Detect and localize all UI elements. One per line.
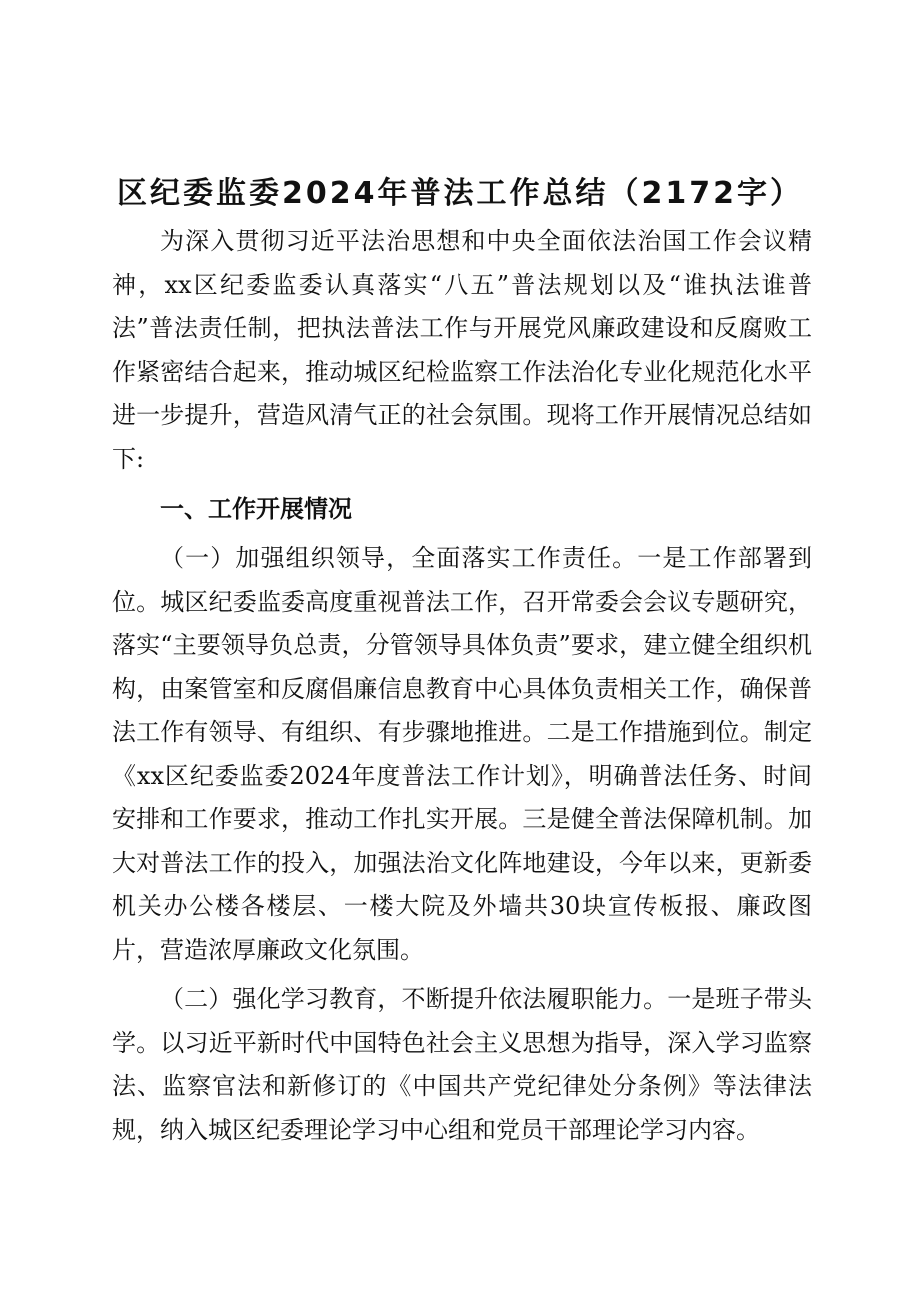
document-body [112, 220, 812, 1152]
subsection-paragraph-1: （一）加强组织领导，全面落实工作责任。一是工作部署到位。城区纪委监委高度重视普法工作，召开常委会会议专题研究，落实“主要领导负总责，分管领导具体负责”要求，建立健全组织机构，由案管室和反腐倡廉信息教育中心具体负责相关工作，确保普法工作有领导、有组织、有步骤地推进。二是工作措施到位。制定《xx区纪委监委2024年度普法工作计划》，明确普法任务、时间安排和工作要求，推动工作扎实开展。三是健全普法保障机制。加大对普法工作的投入，加强法治文化阵地建设，今年以来，更新委机关办公楼各楼层、一楼大院及外墙共30块宣传板报、廉政图片，营造浓厚廉政文化氛围。 [112, 544, 812, 964]
section-heading: 一、工作开展情况 [160, 495, 352, 523]
subsection-paragraph-2: （二）强化学习教育，不断提升依法履职能力。一是班子带头学。以习近平新时代中国特色社会主义思想为指导，深入学习监察法、监察官法和新修订的《中国共产党纪律处分条例》等法律法规，纳入城区纪委理论学习中心组和党员干部理论学习内容。 [112, 985, 812, 1144]
intro-paragraph: 为深入贯彻习近平法治思想和中央全面依法治国工作会议精神，xx区纪委监委认真落实“八五”普法规划以及“谁执法谁普法”普法责任制，把执法普法工作与开展党风廉政建设和反腐败工作紧密结合起来，推动城区纪检监察工作法治化专业化规范化水平进一步提升，营造风清气正的社会氛围。现将工作开展情况总结如下: [112, 227, 812, 473]
document-title: 区纪委监委2024年普法工作总结（2172字） [117, 176, 803, 211]
